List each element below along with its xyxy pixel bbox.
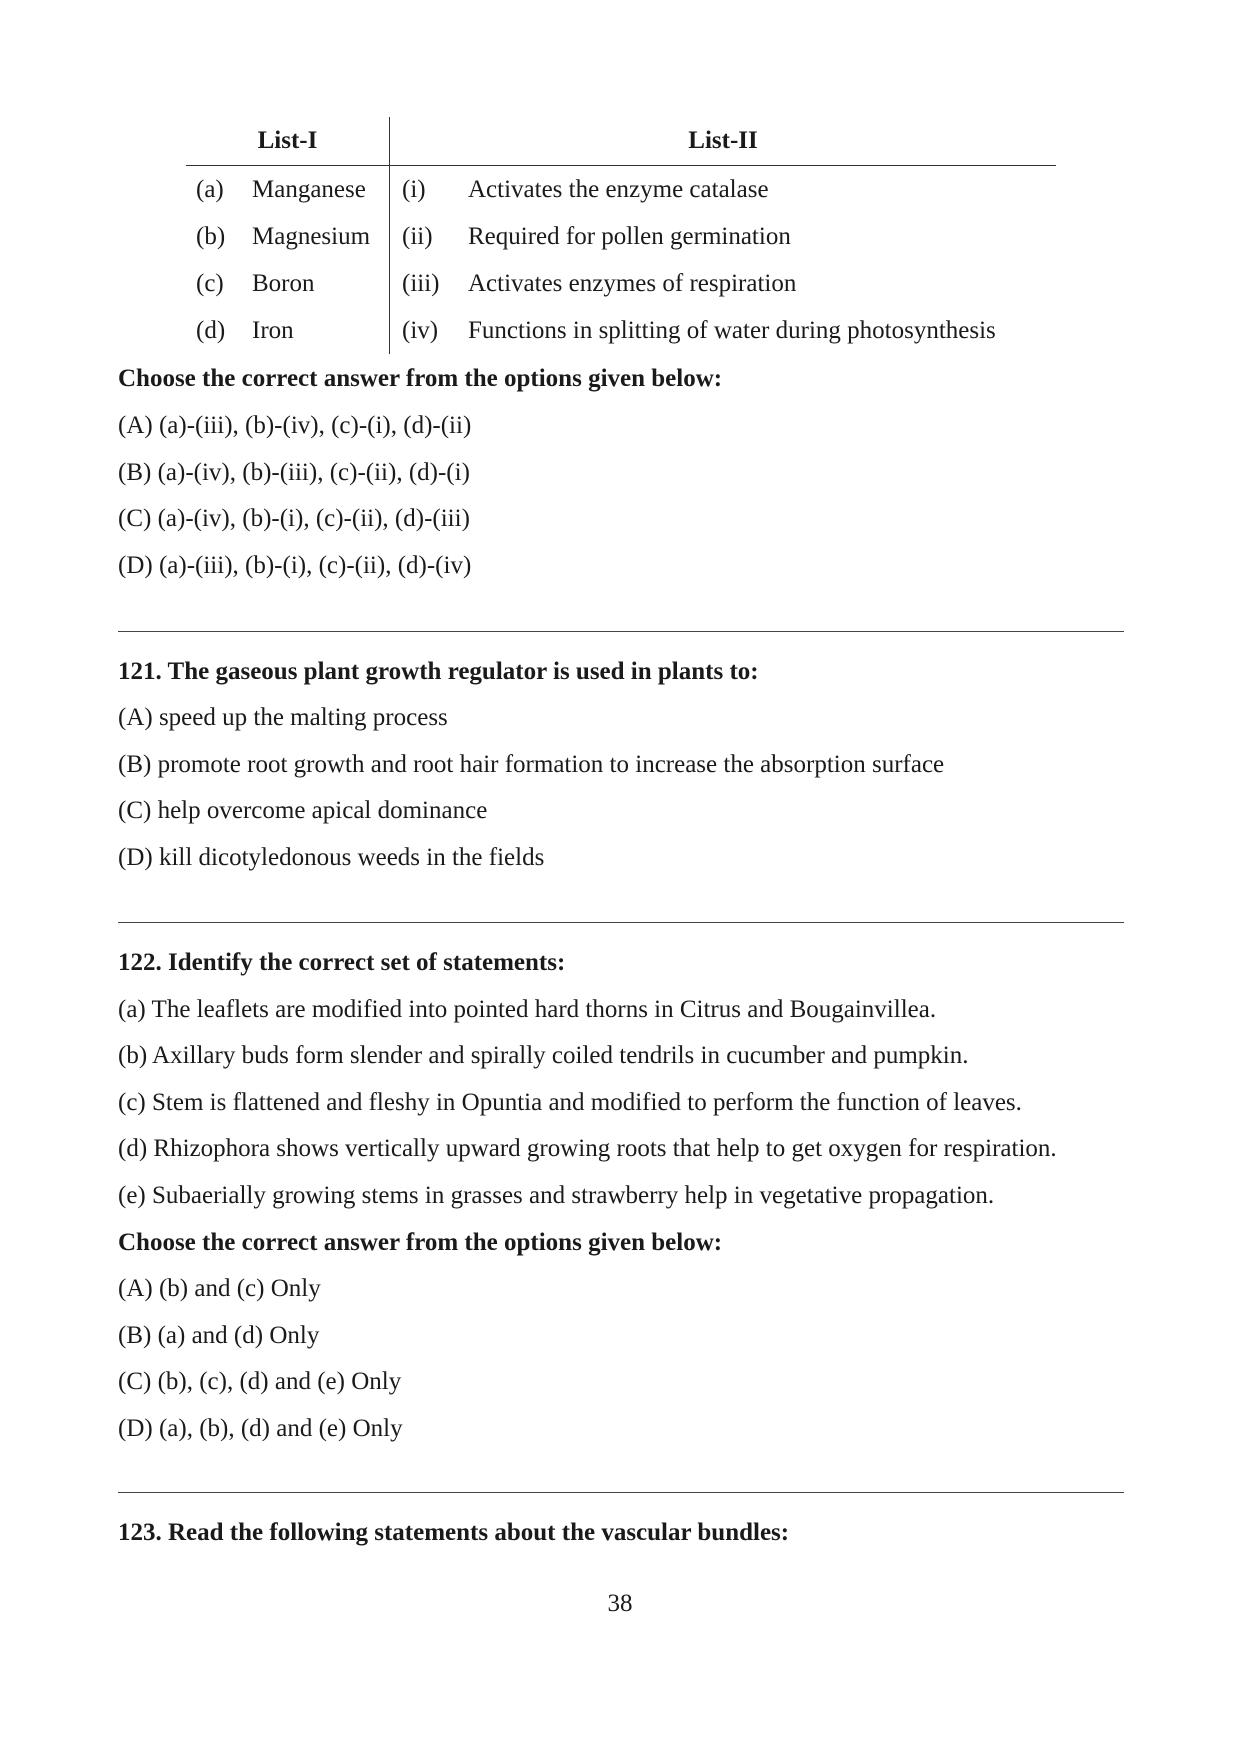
q121-question: 121. The gaseous plant growth regulator is used in plants to: [118, 658, 759, 685]
divider [118, 1492, 1124, 1493]
row-item: Iron [252, 307, 390, 354]
q122-option-b: (B) (a) and (d) Only [118, 1322, 320, 1349]
row-letter: (b) [196, 222, 226, 250]
row-item: Boron [252, 260, 390, 307]
q120-option-c: (C) (a)-(iv), (b)-(i), (c)-(ii), (d)-(iii) [118, 505, 470, 532]
page-number: 38 [607, 1590, 633, 1617]
list-2-header: List-II [390, 117, 1057, 166]
q121-option-d: (D) kill dicotyledonous weeds in the fields [118, 844, 545, 871]
q122-statement-d: (d) Rhizophora shows vertically upward growing roots that help to get oxygen for respiration. [118, 1135, 1057, 1162]
list-1-header: List-I [186, 117, 390, 166]
q122-prompt: Choose the correct answer from the options given below: [118, 1229, 723, 1256]
q122-option-c: (C) (b), (c), (d) and (e) Only [118, 1368, 402, 1395]
row-description: Activates the enzyme catalase [468, 175, 769, 203]
divider [118, 922, 1124, 923]
q122-statement-b: (b) Axillary buds form slender and spirally coiled tendrils in cucumber and pumpkin. [118, 1042, 969, 1069]
table-row [186, 213, 1056, 260]
q121-option-b: (B) promote root growth and root hair formation to increase the absorption surface [118, 751, 945, 778]
row-roman: (iii) [402, 269, 440, 297]
table-row [186, 166, 1056, 214]
q120-option-b: (B) (a)-(iv), (b)-(iii), (c)-(ii), (d)-(i) [118, 459, 470, 486]
row-item: Magnesium [252, 213, 390, 260]
table-row [186, 260, 1056, 307]
q121-option-c: (C) help overcome apical dominance [118, 797, 488, 824]
q122-option-a: (A) (b) and (c) Only [118, 1275, 321, 1302]
row-roman: (iv) [402, 316, 439, 344]
q122-question: 122. Identify the correct set of statements: [118, 949, 566, 976]
q120-option-d: (D) (a)-(iii), (b)-(i), (c)-(ii), (d)-(iv) [118, 552, 472, 579]
q120-prompt: Choose the correct answer from the options given below: [118, 365, 723, 392]
row-description: Functions in splitting of water during photosynthesis [468, 316, 996, 344]
q122-statement-e: (e) Subaerially growing stems in grasses and strawberry help in vegetative propagation. [118, 1182, 995, 1209]
match-table [186, 117, 1056, 354]
q120-option-a: (A) (a)-(iii), (b)-(iv), (c)-(i), (d)-(ii) [118, 412, 472, 439]
row-item: Manganese [252, 166, 390, 214]
match-table-header [186, 117, 1056, 166]
table-row [186, 307, 1056, 354]
row-roman: (ii) [402, 222, 433, 250]
row-roman: (i) [402, 175, 426, 203]
row-description: Required for pollen germination [468, 222, 791, 250]
divider [118, 631, 1124, 632]
row-description: Activates enzymes of respiration [468, 269, 797, 297]
q121-option-a: (A) speed up the malting process [118, 704, 448, 731]
row-letter: (d) [196, 316, 226, 344]
q122-statement-c: (c) Stem is flattened and fleshy in Opuntia and modified to perform the function of leaves. [118, 1089, 1022, 1116]
row-letter: (a) [196, 175, 224, 203]
q122-statement-a: (a) The leaflets are modified into pointed hard thorns in Citrus and Bougainvillea. [118, 996, 937, 1023]
q122-option-d: (D) (a), (b), (d) and (e) Only [118, 1415, 403, 1442]
q123-question: 123. Read the following statements about the vascular bundles: [118, 1519, 790, 1546]
row-letter: (c) [196, 269, 224, 297]
